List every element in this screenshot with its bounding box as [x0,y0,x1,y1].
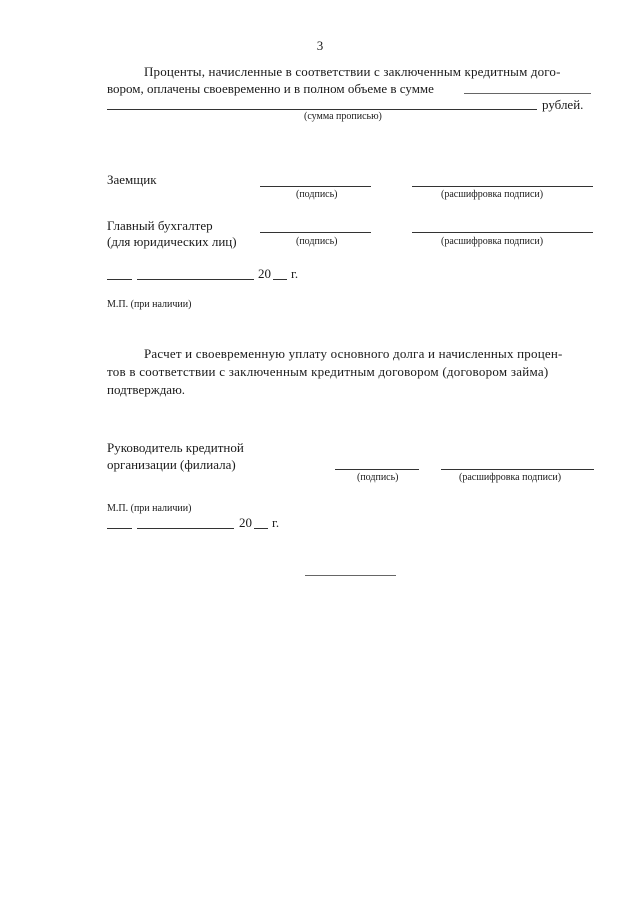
bank-head-decoding-field[interactable] [441,469,594,470]
accountant-signature-caption: (подпись) [296,236,338,247]
bank-head-signature-caption: (подпись) [357,472,399,483]
bank-head-decoding-caption: (расшифровка подписи) [459,472,562,483]
seal-note-1: М.П. (при наличии) [107,299,192,310]
bank-head-signature-field[interactable] [335,469,419,470]
accountant-decoding-field[interactable] [412,232,593,233]
amount-field-line-1[interactable] [464,93,591,94]
date-2-day-field[interactable] [107,528,132,529]
closing-separator [305,575,396,576]
accountant-decoding-caption: (расшифровка подписи) [441,236,544,247]
date-1-year-prefix: 20 [258,266,271,281]
bank-head-label-line-2: организации (филиала) [107,457,236,472]
date-1-year-suffix: г. [291,266,299,281]
borrower-signature-field[interactable] [260,186,371,187]
date-1-day-field[interactable] [107,279,132,280]
date-1-year-field[interactable] [273,279,287,280]
confirmation-text-line-2: тов в соответствии с заключенным кредитным договором (договором займа) [107,364,549,379]
interest-text-line-2: вором, оплачены своевременно и в полном объеме в сумме [107,81,434,96]
confirmation-text-line-3: подтверждаю. [107,382,186,397]
confirmation-text-line-1: Расчет и своевременную уплату основного долга и начисленных процен- [144,346,563,361]
borrower-decoding-caption: (расшифровка подписи) [441,189,544,200]
accountant-label-line-2: (для юридических лиц) [107,234,237,249]
amount-field-line-2[interactable] [107,109,537,110]
date-2-month-field[interactable] [137,528,234,529]
borrower-signature-caption: (подпись) [296,189,338,200]
date-1-month-field[interactable] [137,279,254,280]
accountant-signature-field[interactable] [260,232,371,233]
seal-note-2: М.П. (при наличии) [107,503,192,514]
interest-text-line-1: Проценты, начисленные в соответствии с заключенным кредитным дого- [144,64,561,79]
accountant-label-line-1: Главный бухгалтер [107,218,213,233]
borrower-label: Заемщик [107,172,157,187]
date-2-year-field[interactable] [254,528,268,529]
borrower-decoding-field[interactable] [412,186,593,187]
page-number: 3 [316,38,324,53]
date-2-year-suffix: г. [272,515,280,530]
amount-caption: (сумма прописью) [304,111,382,122]
bank-head-label-line-1: Руководитель кредитной [107,440,244,455]
date-2-year-prefix: 20 [239,515,252,530]
rubles-label: рублей. [542,97,584,112]
